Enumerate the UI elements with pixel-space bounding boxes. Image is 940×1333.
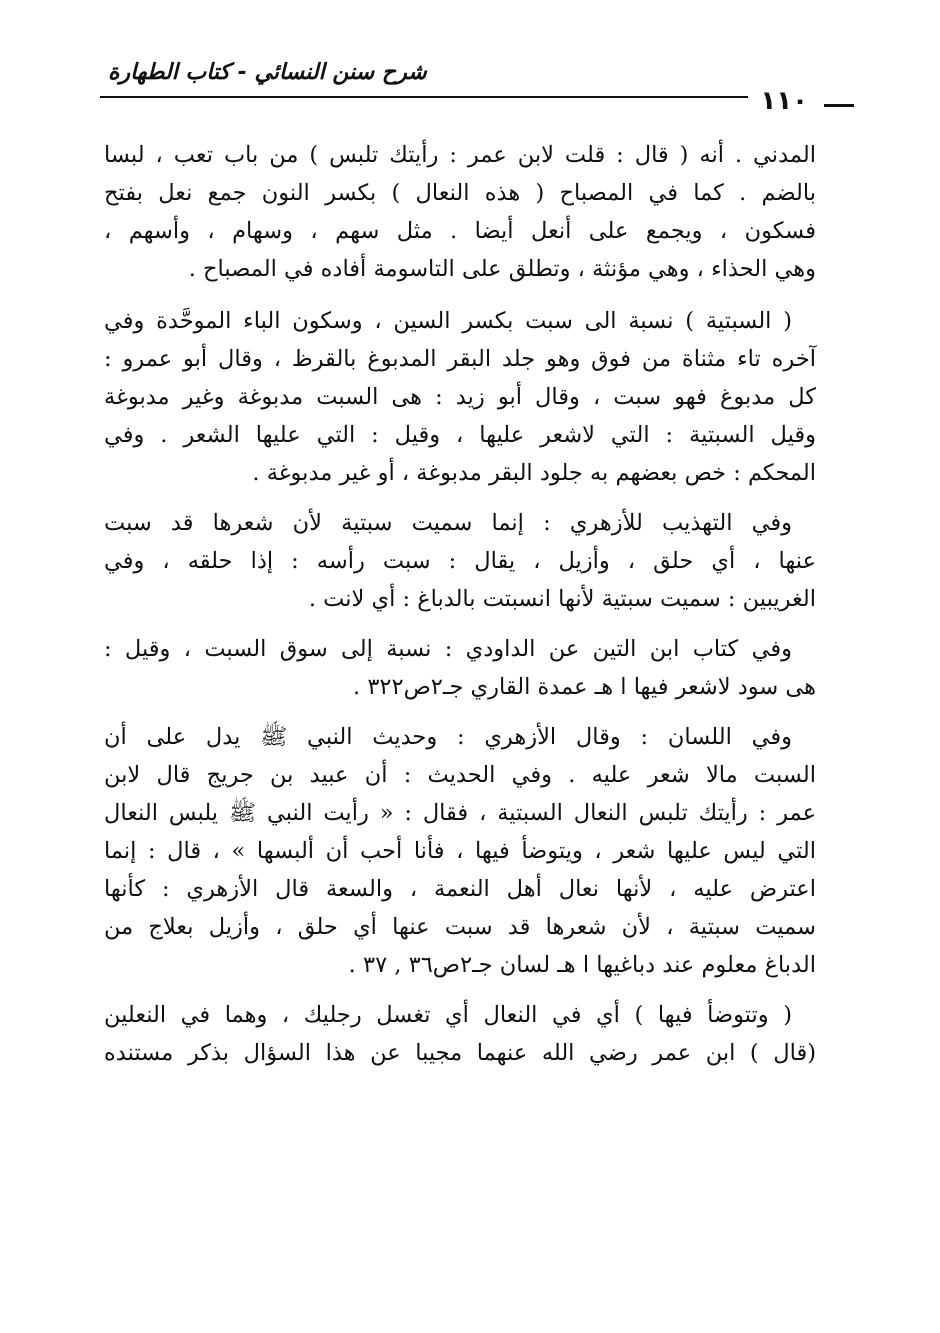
paragraph [104, 630, 816, 706]
text-line: آخره تاء مثناة من فوق وهو جلد البقر المدبوغ بالقرظ ، وقال أبو عمرو : [104, 346, 816, 372]
paragraph [104, 996, 816, 1072]
text-line: هى سود لاشعر فيها ا هـ عمدة القاري جـ٢ص٣٢٢ . [353, 674, 816, 700]
text-line: الدباغ معلوم عند دباغيها ا هـ لسان جـ٢ص٣٦ , ٣٧ . [348, 952, 816, 978]
text-line: الغريبين : سميت سبتية لأنها انسبتت بالدباغ : أي لانت . [308, 586, 816, 612]
text-line: اعترض عليه ، لأنها نعال أهل النعمة ، والسعة قال الأزهري : كأنها [104, 876, 816, 902]
text-line: وفي اللسان : وقال الأزهري : وحديث النبي ﷺ يدل على أن [104, 724, 792, 750]
paragraph [104, 718, 816, 984]
text-line: وفي كتاب ابن التين عن الداودي : نسبة إلى سوق السبت ، وقيل : [104, 636, 792, 662]
page-number: ١١٠ [748, 86, 820, 116]
text-line: وهي الحذاء ، وهي مؤنثة ، وتطلق على التاسومة أفاده في المصباح . [188, 256, 816, 282]
text-line: فسكون ، ويجمع على أنعل أيضا . مثل سهم ، وسهام ، وأسهم ، [104, 218, 816, 244]
running-title: شرح سنن النسائي - كتاب الطهارة [108, 60, 427, 85]
text-line: كل مدبوغ فهو سبت ، وقال أبو زيد : هى السبت مدبوغة وغير مدبوغة [104, 384, 816, 410]
text-line: عمر : رأيتك تلبس النعال السبتية ، فقال : « رأيت النبي ﷺ يلبس النعال [104, 800, 816, 826]
text-line: وفي التهذيب للأزهري : إنما سميت سبتية لأن شعرها قد سبت [104, 510, 792, 536]
text-line: المدني . أنه ( قال : قلت لابن عمر : رأيتك تلبس ) من باب تعب ، لبسا [104, 142, 816, 168]
text-line: بالضم . كما في المصباح ( هذه النعال ) بكسر النون جمع نعل بفتح [104, 180, 816, 206]
header-rule [100, 96, 815, 98]
text-line: التي ليس عليها شعر ، ويتوضأ فيها ، فأنا أحب أن ألبسها » ، قال : إنما [104, 838, 816, 864]
text-line: عنها ، أي حلق ، وأزيل ، يقال : سبت رأسه : إذا حلقه ، وفي [104, 548, 816, 574]
page-header [100, 60, 820, 116]
text-line: المحكم : خص بعضهم به جلود البقر مدبوغة ، أو غير مدبوغة . [252, 460, 816, 486]
text-line: سميت سبتية ، لأن شعرها قد سبت عنها أي حلق ، وأزيل بعلاج من [104, 914, 816, 940]
text-line: ( وتتوضأ فيها ) أي في النعال أي تغسل رجليك ، وهما في النعلين [104, 1002, 792, 1028]
paragraph [104, 302, 816, 492]
paragraph [104, 136, 816, 288]
text-line: (قال ) ابن عمر رضي الله عنهما مجيبا عن هذا السؤال بذكر مستنده [104, 1040, 816, 1066]
text-line: وقيل السبتية : التي لاشعر عليها ، وقيل : التي عليها الشعر . وفي [104, 422, 816, 448]
paragraph [104, 504, 816, 618]
page-body [104, 136, 816, 1084]
text-line: السبت مالا شعر عليه . وفي الحديث : أن عبيد بن جريج قال لابن [104, 762, 816, 788]
text-line: ( السبتية ) نسبة الى سبت بكسر السين ، وسكون الباء الموحَّدة وفي [104, 308, 792, 334]
